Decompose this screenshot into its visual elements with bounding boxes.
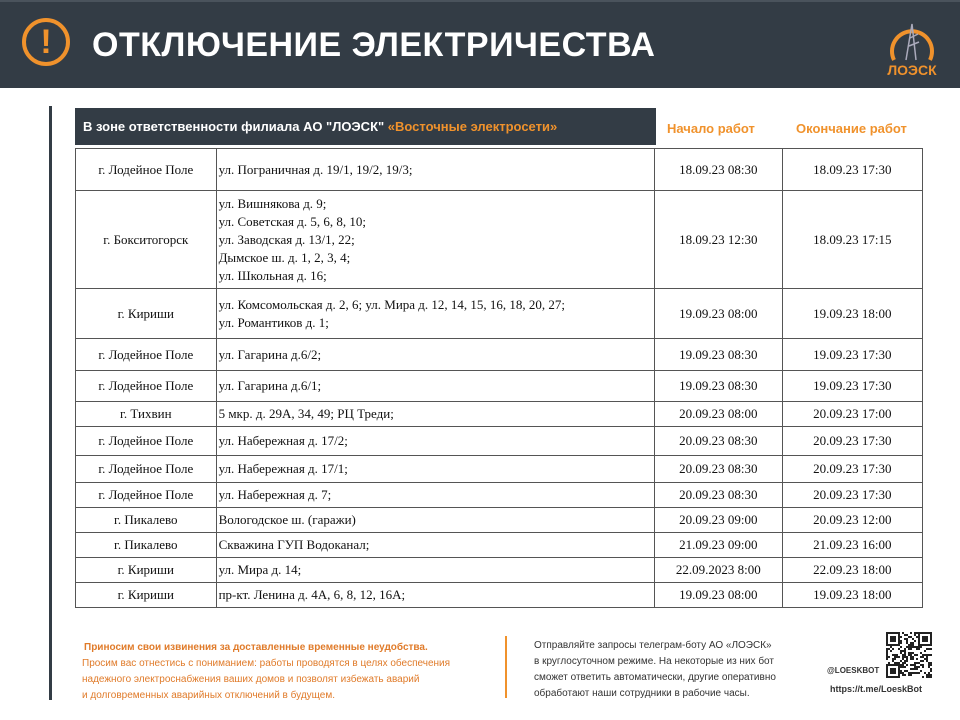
address-cell xyxy=(216,483,655,508)
end-cell: 18.09.23 17:30 xyxy=(782,149,922,191)
city-cell: г. Кириши xyxy=(76,583,217,608)
address-line: Вологодское ш. (гаражи) xyxy=(218,512,356,527)
address-cell xyxy=(216,339,655,371)
bot-link[interactable]: https://t.me/LoeskBot xyxy=(830,684,923,694)
start-cell: 19.09.23 08:30 xyxy=(655,371,783,402)
address-cell xyxy=(216,508,655,533)
address-cell xyxy=(216,533,655,558)
start-cell: 21.09.23 09:00 xyxy=(655,533,783,558)
end-cell: 19.09.23 17:30 xyxy=(782,371,922,402)
end-cell: 20.09.23 17:30 xyxy=(782,456,922,483)
address-line: ул. Набережная д. 17/1; xyxy=(218,461,348,476)
bot-info xyxy=(534,638,776,702)
city-cell: г. Лодейное Поле xyxy=(76,427,217,456)
address-line: ул. Мира д. 14; xyxy=(218,562,302,577)
end-cell: 20.09.23 17:00 xyxy=(782,402,922,427)
table-row xyxy=(76,508,923,533)
start-cell: 20.09.23 08:30 xyxy=(655,456,783,483)
header xyxy=(0,0,960,88)
city-cell: г. Лодейное Поле xyxy=(76,149,217,191)
table-row xyxy=(76,402,923,427)
table-row xyxy=(76,533,923,558)
page-title: ОТКЛЮЧЕНИЕ ЭЛЕКТРИЧЕСТВА xyxy=(92,26,656,64)
address-line: ул. Комсомольская д. 2, 6; ул. Мира д. 12, 14, 15, 16, 18, 20, 27; xyxy=(218,296,566,312)
address-line: ул. Школьная д. 16; xyxy=(218,267,327,283)
city-cell: г. Лодейное Поле xyxy=(76,483,217,508)
city-cell: г. Пикалево xyxy=(76,508,217,533)
column-header-end: Окончание работ xyxy=(796,121,907,136)
left-divider xyxy=(49,106,52,700)
table-row xyxy=(76,191,923,289)
end-cell: 21.09.23 16:00 xyxy=(782,533,922,558)
table-row xyxy=(76,483,923,508)
address-line: 5 мкр. д. 29А, 34, 49; РЦ Треди; xyxy=(218,406,394,421)
end-cell: 20.09.23 17:30 xyxy=(782,483,922,508)
table-row xyxy=(76,583,923,608)
bot-line: Отправляйте запросы телеграм-боту АО «ЛОЭСК» xyxy=(534,640,772,651)
column-header-start: Начало работ xyxy=(667,121,755,136)
city-cell: г. Лодейное Поле xyxy=(76,339,217,371)
apology-text xyxy=(82,640,450,704)
address-cell xyxy=(216,583,655,608)
exclamation-circle-icon: ! xyxy=(22,18,70,66)
start-cell: 20.09.23 08:30 xyxy=(655,427,783,456)
table-row xyxy=(76,339,923,371)
table-row xyxy=(76,371,923,402)
city-cell: г. Тихвин xyxy=(76,402,217,427)
table-row xyxy=(76,558,923,583)
zone-branch: «Восточные электросети» xyxy=(387,119,558,134)
start-cell: 19.09.23 08:00 xyxy=(655,583,783,608)
city-cell: г. Пикалево xyxy=(76,533,217,558)
address-cell xyxy=(216,402,655,427)
address-cell xyxy=(216,191,655,289)
bot-line: обработают наши сотрудники в рабочие часы. xyxy=(534,688,750,699)
bot-name: @LOESKBOT xyxy=(827,666,880,675)
table-row xyxy=(76,427,923,456)
start-cell: 19.09.23 08:30 xyxy=(655,339,783,371)
city-cell: г. Бокситогорск xyxy=(76,191,217,289)
zone-prefix: В зоне ответственности филиала АО "ЛОЭСК" xyxy=(83,119,388,134)
start-cell: 20.09.23 08:30 xyxy=(655,483,783,508)
start-cell: 18.09.23 08:30 xyxy=(655,149,783,191)
start-cell: 19.09.23 08:00 xyxy=(655,289,783,339)
outage-table xyxy=(75,148,923,608)
zone-banner xyxy=(75,108,656,145)
address-line: пр-кт. Ленина д. 4А, 6, 8, 12, 16А; xyxy=(218,587,406,602)
start-cell: 20.09.23 08:00 xyxy=(655,402,783,427)
address-line: ул. Вишнякова д. 9; xyxy=(218,195,327,211)
address-line: ул. Романтиков д. 1; xyxy=(218,314,329,330)
apology-line: надежного электроснабжения ваших домов и позволят избежать аварий xyxy=(82,674,420,685)
address-cell xyxy=(216,427,655,456)
address-line: ул. Гагарина д.6/1; xyxy=(218,378,322,393)
end-cell: 20.09.23 12:00 xyxy=(782,508,922,533)
city-cell: г. Лодейное Поле xyxy=(76,371,217,402)
address-cell xyxy=(216,371,655,402)
address-line: ул. Гагарина д.6/2; xyxy=(218,346,322,362)
address-line: ул. Советская д. 5, 6, 8, 10; xyxy=(218,213,366,229)
bot-line: в круглосуточном режиме. На некоторые из них бот xyxy=(534,656,774,667)
table-row xyxy=(76,456,923,483)
address-cell xyxy=(216,558,655,583)
apology-title: Приносим свои извинения за доставленные временные неудобства. xyxy=(84,642,428,653)
address-line: Скважина ГУП Водоканал; xyxy=(218,537,370,552)
city-cell: г. Кириши xyxy=(76,558,217,583)
city-cell: г. Лодейное Поле xyxy=(76,456,217,483)
logo-text: ЛОЭСК xyxy=(887,62,937,78)
bot-line: сможет ответить автоматически, другие оперативно xyxy=(534,672,776,683)
table-row xyxy=(76,289,923,339)
address-cell xyxy=(216,289,655,339)
address-line: ул. Пограничная д. 19/1, 19/2, 19/3; xyxy=(218,161,413,177)
address-line: Дымское ш. д. 1, 2, 3, 4; xyxy=(218,249,351,265)
footer-divider xyxy=(505,636,507,698)
loesk-logo xyxy=(884,16,940,78)
address-line: ул. Набережная д. 7; xyxy=(218,487,332,502)
address-cell xyxy=(216,456,655,483)
end-cell: 20.09.23 17:30 xyxy=(782,427,922,456)
apology-line: и долговременных аварийных отключений в будущем. xyxy=(82,690,335,701)
end-cell: 19.09.23 17:30 xyxy=(782,339,922,371)
apology-line: Просим вас отнестись с пониманием: работы проводятся в целях обеспечения xyxy=(82,658,451,669)
end-cell: 19.09.23 18:00 xyxy=(782,583,922,608)
logo-arc-icon xyxy=(884,16,940,64)
end-cell: 18.09.23 17:15 xyxy=(782,191,922,289)
end-cell: 19.09.23 18:00 xyxy=(782,289,922,339)
table-row xyxy=(76,149,923,191)
start-cell: 20.09.23 09:00 xyxy=(655,508,783,533)
start-cell: 22.09.2023 8:00 xyxy=(655,558,783,583)
end-cell: 22.09.23 18:00 xyxy=(782,558,922,583)
address-cell xyxy=(216,149,655,191)
city-cell: г. Кириши xyxy=(76,289,217,339)
address-line: ул. Набережная д. 17/2; xyxy=(218,433,348,448)
address-line: ул. Заводская д. 13/1, 22; xyxy=(218,231,355,247)
qr-code-icon[interactable] xyxy=(886,632,932,678)
start-cell: 18.09.23 12:30 xyxy=(655,191,783,289)
